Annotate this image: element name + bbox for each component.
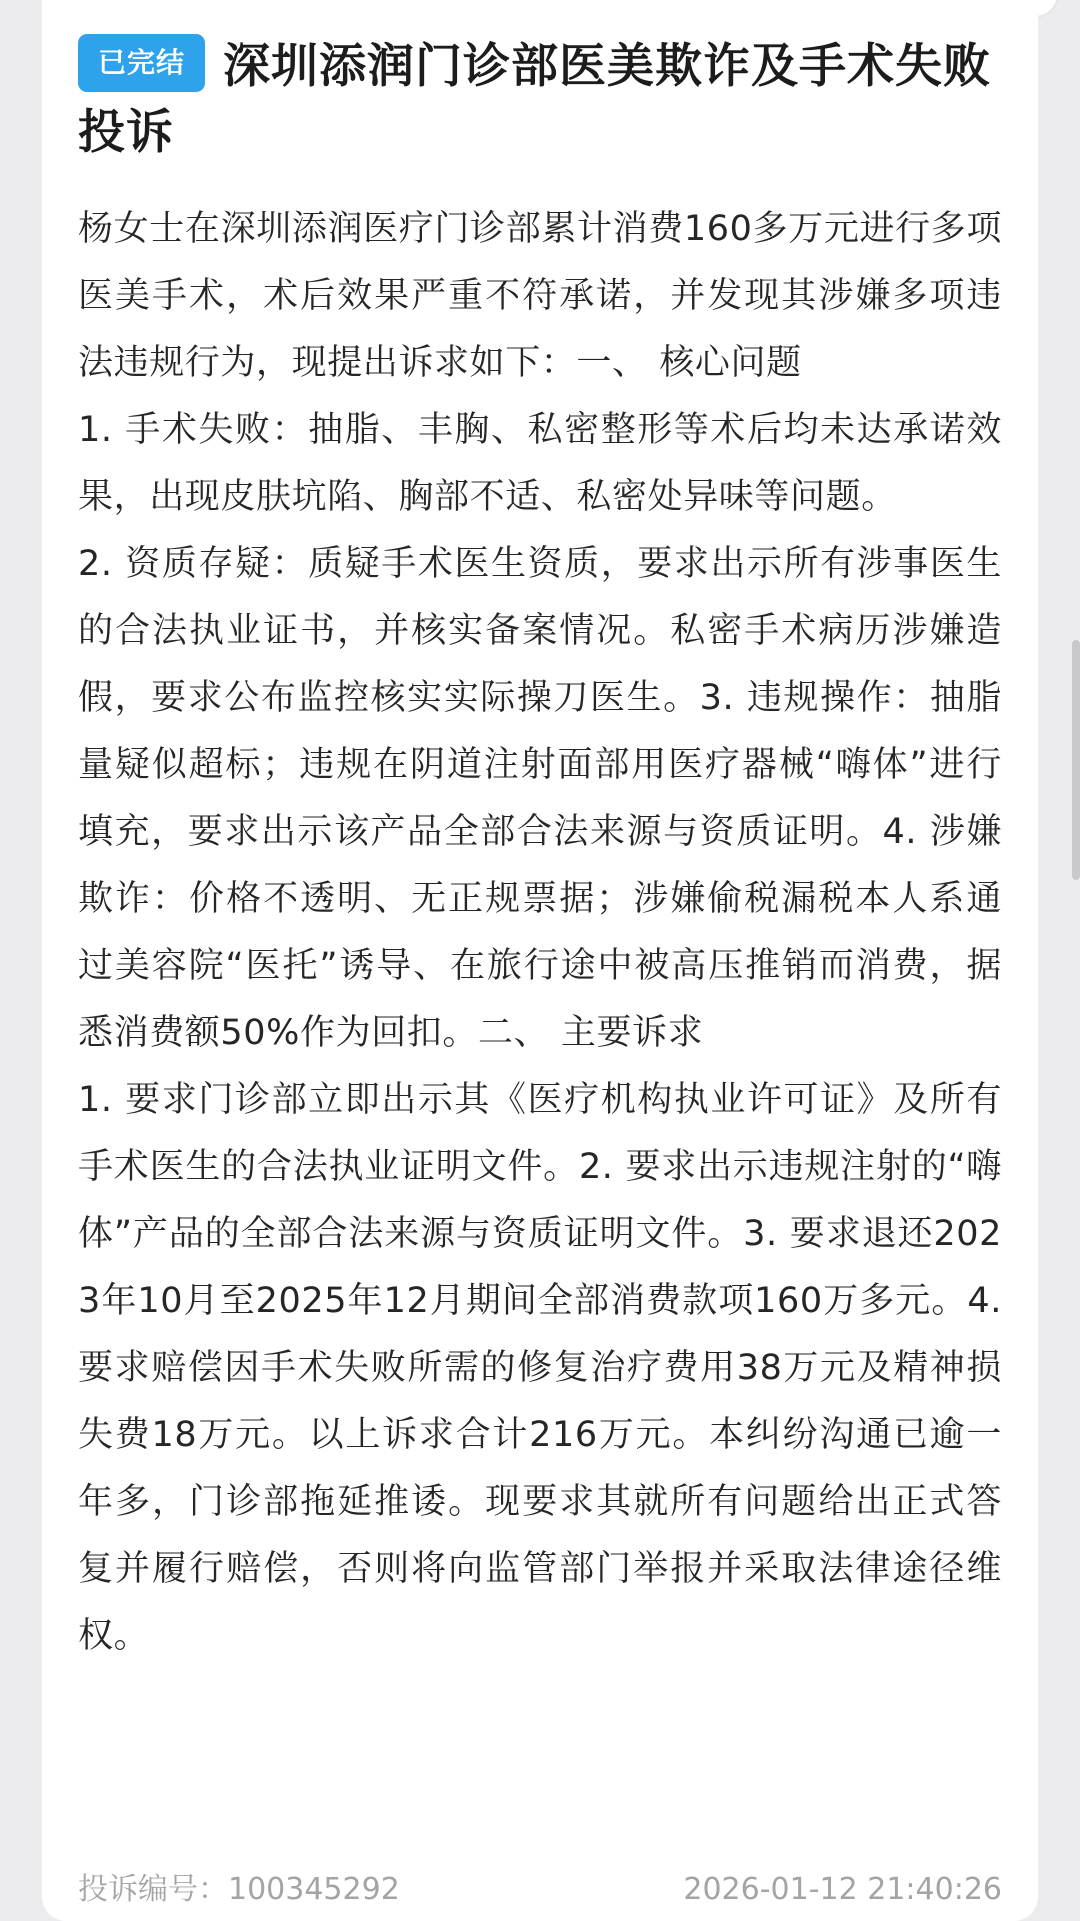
title-row xyxy=(78,34,1002,166)
complaint-meta xyxy=(78,1870,1002,1910)
complaint-timestamp: 2026-01-12 21:40:26 xyxy=(683,1872,1002,1907)
complaint-number: 投诉编号：100345292 xyxy=(78,1872,400,1907)
complaint-card xyxy=(42,0,1038,1921)
status-badge: 已完结 xyxy=(78,34,205,92)
scrollbar[interactable] xyxy=(1072,640,1080,880)
complaint-body: 杨女士在深圳添润医疗门诊部累计消费160多万元进行多项医美手术，术后效果严重不符承诺，并发现其涉嫌多项违法违规行为，现提出诉求如下：一、 核心问题 1. 手术失败：抽脂、丰胸、私密整形等术后均未达承诺效果，出现皮肤坑陷、胸部不适、私密处异味等问题。 2. 资质存疑：质疑手术医生资质，要求出示所有涉事医生的合法执业证书，并核实备案情况。私密手术病历涉嫌造假，要求公布监控核实实际操刀医生。3. 违规操作：抽脂量疑似超标；违规在阴道注射面部用医疗器械“嗨体”进行填充，要求出示该产品全部合法来源与资质证明。4. 涉嫌欺诈：价格不透明、无正规票据；涉嫌偷税漏税本人系通过美容院“医托”诱导、在旅行途中被高压推销而消费，据悉消费额50%作为回扣。二、 主要诉求 1. 要求门诊部立即出示其《医疗机构执业许可证》及所有手术医生的合法执业证明文件。2. 要求出示违规注射的“嗨体”产品的全部合法来源与资质证明文件。3. 要求退还2023年10月至2025年12月期间全部消费款项160万多元。4. 要求赔偿因手术失败所需的修复治疗费用38万元及精神损失费18万元。以上诉求合计216万元。本纠纷沟通已逾一年多，门诊部拖延推诿。现要求其就所有问题给出正式答复并履行赔偿，否则将向监管部门举报并采取法律途径维权。 xyxy=(78,209,1002,1656)
complaint-title: 深圳添润门诊部医美欺诈及手术失败投诉 xyxy=(78,39,992,160)
